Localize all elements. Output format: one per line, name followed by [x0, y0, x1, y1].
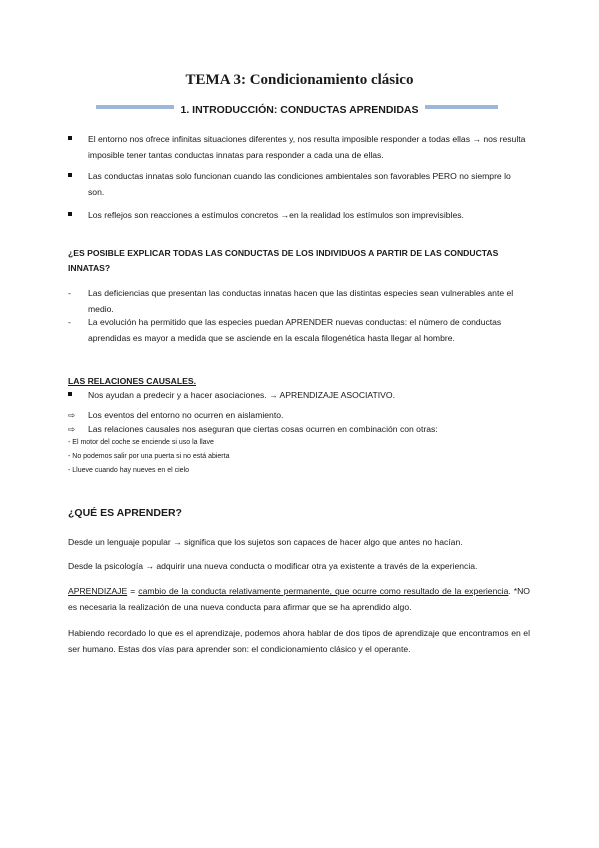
- dash-marker: -: [68, 317, 71, 327]
- definition-note: . *NO es necesaria la realización de una nueva conducta para afirmar que se ha aprendido algo.: [68, 586, 530, 612]
- definition-term: APRENDIZAJE: [68, 586, 128, 596]
- causal-heading: LAS RELACIONES CAUSALES.: [68, 376, 196, 386]
- section-heading-text: 1. INTRODUCCIÓN: CONDUCTAS APRENDIDAS: [174, 104, 424, 116]
- definition-equals: =: [127, 586, 139, 596]
- list-item: [68, 315, 528, 346]
- definition-text: cambio de la conducta relativamente permanente, que ocurre como resultado de la experiencia: [138, 586, 509, 596]
- example-line: - Llueve cuando hay nueves en el cielo: [68, 467, 190, 474]
- paragraph: Habiendo recordado lo que es el aprendizaje, podemos ahora hablar de dos tipos de aprendizaje que encontramos en el ser humano. Estas dos vías para aprender son: el condicionamiento clásico y el operante.: [68, 628, 530, 654]
- list-item: [68, 388, 528, 404]
- bullet-square-icon: [68, 173, 72, 177]
- list-item: [68, 422, 528, 438]
- list-item-text: Nos ayudan a predecir y a hacer asociaciones. → APRENDIZAJE ASOCIATIVO.: [88, 390, 395, 400]
- definition-paragraph: [68, 584, 530, 615]
- question-heading: ¿ES POSIBLE EXPLICAR TODAS LAS CONDUCTAS DE LOS INDIVIDUOS A PARTIR DE LAS CONDUCTAS INNATAS?: [68, 248, 499, 273]
- list-item: [68, 132, 528, 163]
- list-item: [68, 286, 528, 317]
- arrow-right-icon: ⇨: [68, 410, 76, 420]
- bullet-square-icon: [68, 212, 72, 216]
- list-item: [68, 169, 528, 200]
- section-heading: [0, 104, 599, 116]
- list-item-text: Las relaciones causales nos aseguran que ciertas cosas ocurren en combinación con otras:: [88, 424, 438, 434]
- list-item: [68, 208, 528, 224]
- list-item-text: El entorno nos ofrece infinitas situaciones diferentes y, nos resulta imposible responder a todas ellas → nos resulta imposible tener tantas conductas innatas para responder a cada una de ellas.: [88, 134, 526, 160]
- list-item-text: Las deficiencias que presentan las conductas innatas hacen que las distintas especies sean vulnerables ante el medio.: [88, 288, 514, 314]
- bullet-square-icon: [68, 392, 72, 396]
- example-line: - El motor del coche se enciende si uso la llave: [68, 439, 214, 446]
- paragraph: Desde la psicología → adquirir una nueva conducta o modificar otra ya existente a través de la experiencia.: [68, 561, 478, 571]
- page-title: TEMA 3: Condicionamiento clásico: [185, 72, 414, 88]
- dash-marker: -: [68, 288, 71, 298]
- list-item-text: Las conductas innatas solo funcionan cuando las condiciones ambientales son favorables PERO no siempre lo son.: [88, 171, 511, 197]
- learn-heading: ¿QUÉ ES APRENDER?: [68, 507, 182, 519]
- list-item-text: Los eventos del entorno no ocurren en aislamiento.: [88, 410, 284, 420]
- bullet-square-icon: [68, 136, 72, 140]
- example-line: - No podemos salir por una puerta si no está abierta: [68, 453, 230, 460]
- list-item-text: La evolución ha permitido que las especies puedan APRENDER nuevas conductas: el número de conductas aprendidas es mayor a medida que se asciende en la escala filogenética hasta llegar al hombre.: [88, 317, 502, 343]
- paragraph: Desde un lenguaje popular → significa que los sujetos son capaces de hacer algo que antes no hacían.: [68, 537, 463, 547]
- list-item-text: Los reflejos son reacciones a estímulos concretos →en la realidad los estímulos son imprevisibles.: [88, 210, 464, 220]
- arrow-right-icon: ⇨: [68, 424, 76, 434]
